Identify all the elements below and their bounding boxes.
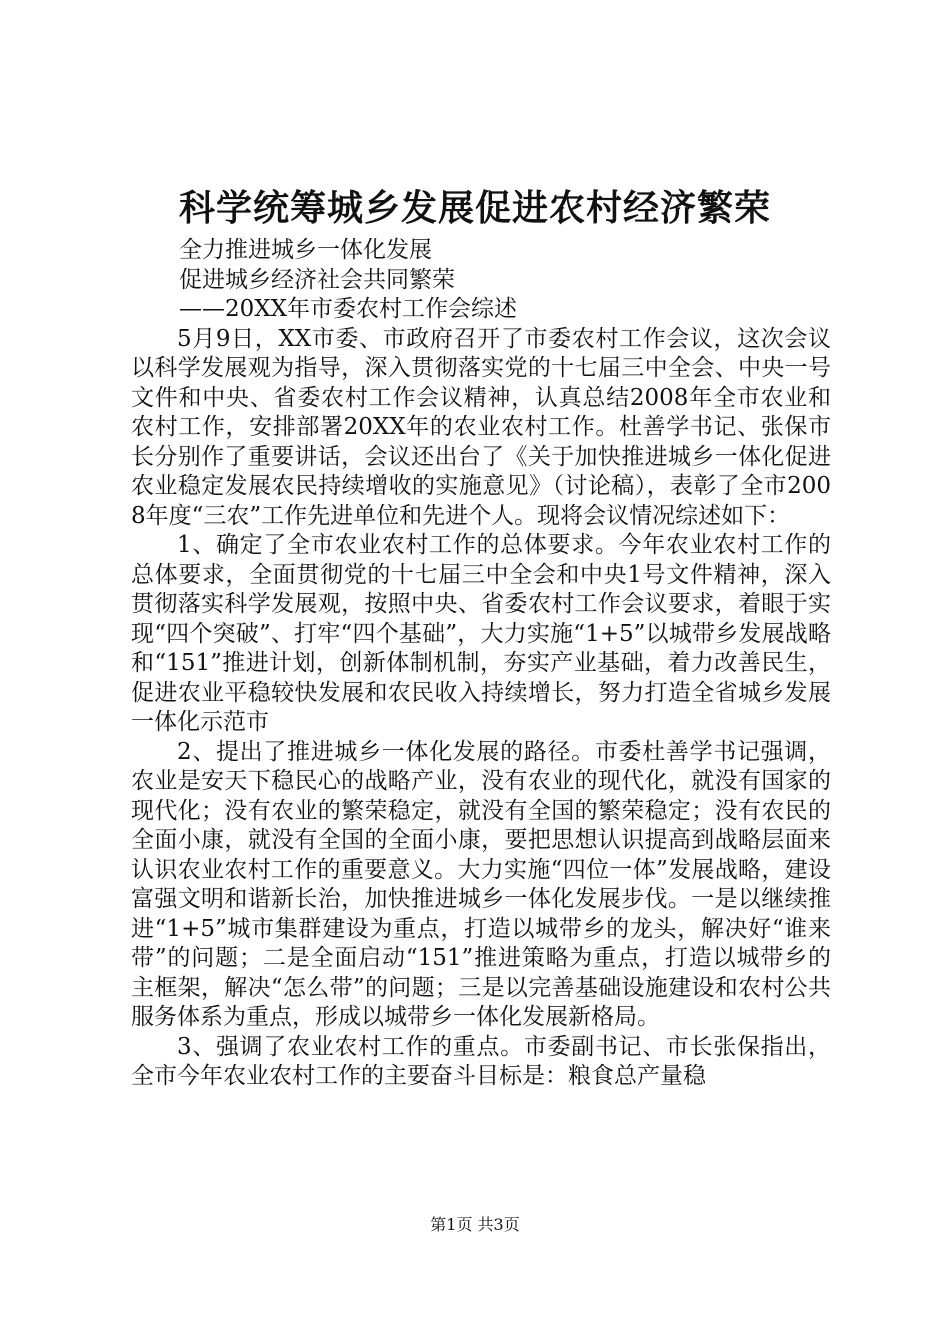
document-body [131, 236, 831, 1092]
subtitle-1: 全力推进城乡一体化发展 [179, 237, 432, 263]
subtitle-2: 促进城乡经济社会共同繁荣 [179, 266, 455, 293]
paragraph-intro: 5月9日，XX市委、市政府召开了市委农村工作会议，这次会议以科学发展观为指导，深入贯彻落实党的十七届三中全会、中央一号文件和中央、省委农村工作会议精神，认真总结2008年全市农业和农村工作，安排部署20XX年的农业农村工作。杜善学书记、张保市长分别作了重要讲话，会议还出台了《关于加快推进城乡一体化促进农业稳定发展农民持续增收的实施意见》（讨论稿），表彰了全市2008年度“三农”工作先进单位和先进个人。现将会议情况综述如下： [131, 325, 831, 529]
paragraph-1: 1、确定了全市农业农村工作的总体要求。今年农业农村工作的总体要求，全面贯彻党的十七届三中全会和中央1号文件精神，深入贯彻落实科学发展观，按照中央、省委农村工作会议要求，着眼于实现“四个突破”、打牢“四个基础”，大力实施“1+5”以城带乡发展战略和“151”推进计划，创新体制机制，夯实产业基础，着力改善民生，促进农业平稳较快发展和农民收入持续增长，努力打造全省城乡发展一体化示范市 [131, 532, 831, 735]
document-title: 科学统筹城乡发展促进农村经济繁荣 [178, 187, 771, 229]
paragraph-3: 3、强调了农业农村工作的重点。市委副书记、市长张保指出，全市今年农业农村工作的主要奋斗目标是：粮食总产量稳 [131, 1033, 831, 1089]
page-footer: 第1页 共3页 [430, 1215, 520, 1234]
subtitle-3: ——20XX年市委农村工作会综述 [179, 296, 518, 322]
paragraph-2: 2、提出了推进城乡一体化发展的路径。市委杜善学书记强调，农业是安天下稳民心的战略产业，没有农业的现代化，就没有国家的现代化；没有农业的繁荣稳定，就没有全国的繁荣稳定；没有农民的全面小康，就没有全国的全面小康，要把思想认识提高到战略层面来认识农业农村工作的重要意义。大力实施“四位一体”发展战略，建设富强文明和谐新长治，加快推进城乡一体化发展步伐。一是以继续推进“1+5”城市集群建设为重点，打造以城带乡的龙头，解决好“谁来带”的问题；二是全面启动“151”推进策略为重点，打造以城带乡的主框架，解决“怎么带”的问题；三是以完善基础设施建设和农村公共服务体系为重点，形成以城带乡一体化发展新格局。 [131, 738, 831, 1030]
